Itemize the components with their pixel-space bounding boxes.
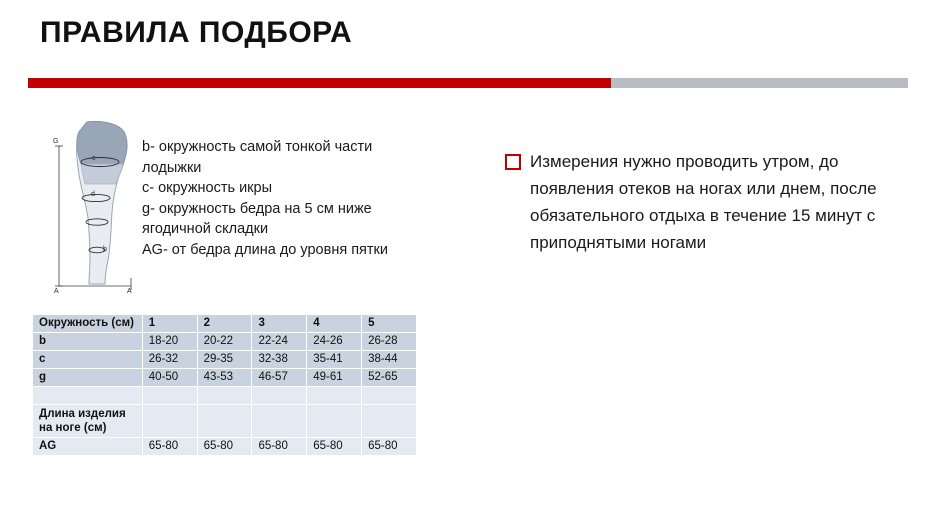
spacer-label: [33, 387, 142, 405]
table-header-col-5: 5: [362, 315, 417, 333]
table-header-col-2: 2: [197, 315, 252, 333]
section-col-3: [252, 405, 307, 438]
table-row: [33, 351, 417, 369]
bullet-text: Измерения нужно проводить утром, до появления отеков на ногах или днем, после обязательного отдыха в течение 15 минут с приподнятыми ногами: [530, 152, 877, 252]
row-b-col-4: 24-26: [307, 333, 362, 351]
row-b-col-2: 20-22: [197, 333, 252, 351]
row-g-col-4: 49-61: [307, 369, 362, 387]
measurement-legend: [142, 137, 442, 260]
section-col-2: [197, 405, 252, 438]
row-c-col-5: 38-44: [362, 351, 417, 369]
legend-line-4: g- окружность бедра на 5 см ниже: [142, 200, 372, 217]
row-c-col-1: 26-32: [142, 351, 197, 369]
legend-line-5: ягодичной складки: [142, 221, 269, 237]
row-label-b: b: [33, 333, 142, 351]
spacer-col-5: [362, 387, 417, 405]
row-c-col-4: 35-41: [307, 351, 362, 369]
row-b-col-3: 22-24: [252, 333, 307, 351]
legend-line-2: лодыжки: [142, 159, 202, 176]
size-table: [33, 315, 417, 456]
divider-red-segment: [28, 78, 611, 88]
svg-text:A: A: [54, 288, 59, 293]
table-row: [33, 333, 417, 351]
section-label: Длина изделия на ноге (см): [33, 405, 142, 438]
table-spacer-row: [33, 387, 417, 405]
header-divider: [28, 78, 908, 88]
svg-text:G: G: [53, 138, 59, 145]
row-ag-col-1: 65-80: [142, 438, 197, 456]
table-section-row: [33, 405, 417, 438]
row-ag-col-4: 65-80: [307, 438, 362, 456]
svg-text:b: b: [103, 246, 107, 253]
spacer-col-1: [142, 387, 197, 405]
spacer-col-2: [197, 387, 252, 405]
svg-text:c: c: [92, 155, 96, 162]
row-c-col-3: 32-38: [252, 351, 307, 369]
row-b-col-5: 26-28: [362, 333, 417, 351]
row-c-col-2: 29-35: [197, 351, 252, 369]
page-title: ПРАВИЛА ПОДБОРА: [40, 16, 353, 49]
row-b-col-1: 18-20: [142, 333, 197, 351]
leg-measurement-diagram: [45, 118, 155, 293]
legend-line-3: c- окружность икры: [142, 180, 273, 196]
row-label-g: g: [33, 369, 142, 387]
row-label-c: c: [33, 351, 142, 369]
row-ag-col-2: 65-80: [197, 438, 252, 456]
table-header-col-3: 3: [252, 315, 307, 333]
row-g-col-1: 40-50: [142, 369, 197, 387]
row-g-col-3: 46-57: [252, 369, 307, 387]
legend-line-6: AG- от бедра длина до уровня пятки: [142, 241, 388, 258]
table-header-col-1: 1: [142, 315, 197, 333]
bullet-square-icon: [505, 154, 521, 170]
spacer-col-4: [307, 387, 362, 405]
bullet-item: [505, 148, 905, 256]
table-header-col-4: 4: [307, 315, 362, 333]
section-col-5: [362, 405, 417, 438]
table-row: [33, 369, 417, 387]
row-g-col-5: 52-65: [362, 369, 417, 387]
row-ag-col-3: 65-80: [252, 438, 307, 456]
table-header-corner: Окружность (см): [33, 315, 142, 333]
svg-text:d: d: [91, 191, 95, 198]
spacer-col-3: [252, 387, 307, 405]
row-ag-col-5: 65-80: [362, 438, 417, 456]
table-header-row: [33, 315, 417, 333]
section-col-4: [307, 405, 362, 438]
row-label-ag: AG: [33, 438, 142, 456]
svg-text:A: A: [127, 288, 132, 293]
divider-grey-segment: [611, 78, 908, 88]
row-g-col-2: 43-53: [197, 369, 252, 387]
section-col-1: [142, 405, 197, 438]
table-row: [33, 438, 417, 456]
legend-line-1: b- окружность самой тонкой части: [142, 139, 373, 155]
